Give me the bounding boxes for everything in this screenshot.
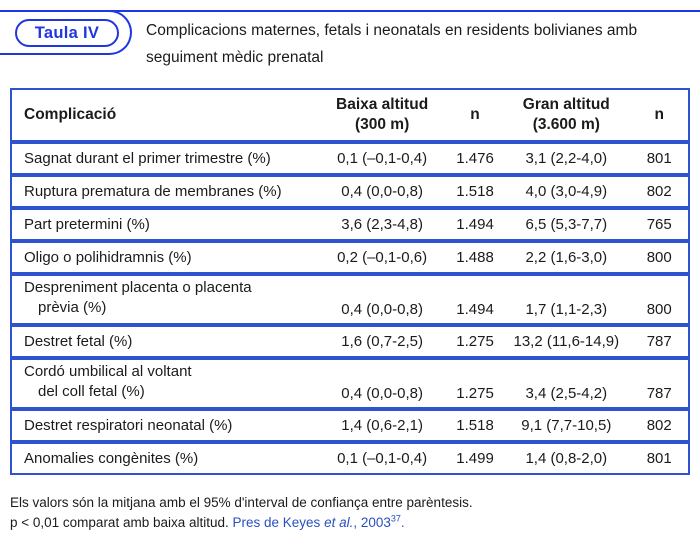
- row-gran-value: 1,4 (0,8-2,0): [525, 450, 608, 467]
- table-row: [12, 411, 688, 440]
- table-header-row: [12, 90, 688, 140]
- reference-etal: et al.: [324, 515, 354, 530]
- col-header-baixa-line2: (300 m): [354, 116, 410, 133]
- table-badge-label: Taula IV: [34, 23, 100, 42]
- page-title-line2: seguiment mèdic prenatal: [146, 49, 324, 66]
- row-baixa-value: 0,1 (–0,1-0,4): [337, 150, 428, 167]
- col-header-complicacio: Complicació: [24, 106, 117, 123]
- row-n-gran: 801: [646, 150, 672, 167]
- row-gran-value: 3,4 (2,5-4,2): [525, 385, 608, 402]
- row-gran-value: 4,0 (3,0-4,9): [525, 183, 608, 200]
- row-n-gran: 787: [646, 385, 672, 402]
- row-n-gran: 787: [646, 333, 672, 350]
- row-baixa-value: 0,4 (0,0-0,8): [341, 301, 423, 318]
- col-header-n-baixa: n: [470, 106, 480, 123]
- row-baixa-value: 1,4 (0,6-2,1): [341, 417, 423, 434]
- row-n-gran: 800: [646, 301, 672, 318]
- footnote-line2: [10, 513, 694, 533]
- table-row: [12, 276, 688, 323]
- row-label: Oligo o polihidramnis (%): [24, 248, 192, 266]
- row-n-baixa: 1.476: [456, 150, 494, 167]
- table-row: [12, 444, 688, 473]
- table-row: [12, 210, 688, 239]
- row-label: Destret fetal (%): [24, 332, 133, 350]
- row-gran-value: 2,2 (1,6-3,0): [525, 249, 608, 266]
- footnote-line1: Els valors són la mitjana amb el 95% d'interval de confiança entre parèntesis.: [10, 495, 473, 510]
- table-row: [12, 177, 688, 206]
- row-n-baixa: 1.494: [456, 301, 494, 318]
- row-gran-value: 3,1 (2,2-4,0): [525, 150, 608, 167]
- row-n-baixa: 1.275: [456, 333, 494, 350]
- row-n-baixa: 1.494: [456, 216, 494, 233]
- row-n-baixa: 1.518: [456, 183, 494, 200]
- row-gran-value: 6,5 (5,3-7,7): [525, 216, 608, 233]
- row-label: Anomalies congènites (%): [24, 449, 199, 467]
- row-n-baixa: 1.499: [456, 450, 494, 467]
- row-label: Part pretermini (%): [24, 215, 150, 233]
- row-label: Despreniment placenta o placenta prèvia (%): [24, 279, 252, 316]
- col-header-n-gran: n: [654, 106, 664, 123]
- col-header-gran-altitud: [502, 95, 630, 135]
- col-header-baixa-altitud: [316, 95, 448, 135]
- row-gran-value: 13,2 (11,6-14,9): [513, 333, 620, 350]
- row-gran-value: 9,1 (7,7-10,5): [521, 417, 612, 434]
- col-header-gran-line1: Gran altitud: [522, 96, 610, 113]
- row-n-gran: 802: [646, 417, 672, 434]
- row-label: Sagnat durant el primer trimestre (%): [24, 149, 271, 167]
- footnote-significance-text: p < 0,01 comparat amb baixa altitud.: [10, 515, 233, 530]
- row-n-gran: 800: [646, 249, 672, 266]
- row-baixa-value: 3,6 (2,3-4,8): [341, 216, 423, 233]
- row-label: Ruptura prematura de membranes (%): [24, 182, 282, 200]
- table-row: [12, 243, 688, 272]
- row-n-gran: 765: [646, 216, 672, 233]
- row-label: Destret respiratori neonatal (%): [24, 416, 233, 434]
- page-title: [146, 17, 694, 71]
- table-row: [12, 360, 688, 407]
- page-title-line1: Complicacions maternes, fetals i neonatals en residents bolivianes amb: [146, 22, 638, 39]
- row-gran-value: 1,7 (1,1-2,3): [525, 301, 608, 318]
- table-row: [12, 327, 688, 356]
- row-n-gran: 802: [646, 183, 672, 200]
- table-row: [12, 144, 688, 173]
- row-n-gran: 801: [646, 450, 672, 467]
- complications-table: [10, 88, 690, 475]
- row-baixa-value: 0,2 (–0,1-0,6): [337, 249, 428, 266]
- table-badge: [15, 19, 119, 47]
- row-baixa-value: 1,6 (0,7-2,5): [341, 333, 423, 350]
- col-header-gran-line2: (3.600 m): [532, 116, 600, 133]
- row-label: Cordó umbilical al voltant del coll fetal (%): [24, 363, 192, 400]
- row-n-baixa: 1.488: [456, 249, 494, 266]
- reference-superscript: 37: [390, 513, 401, 524]
- row-baixa-value: 0,4 (0,0-0,8): [341, 183, 423, 200]
- row-n-baixa: 1.518: [456, 417, 494, 434]
- col-header-baixa-line1: Baixa altitud: [336, 96, 429, 113]
- row-n-baixa: 1.275: [456, 385, 494, 402]
- reference-citation: Pres de Keyes et al., 2003$^{37}$.: [232, 513, 405, 530]
- row-baixa-value: 0,4 (0,0-0,8): [341, 385, 423, 402]
- footnotes: [10, 493, 694, 533]
- row-baixa-value: 0,1 (–0,1-0,4): [337, 450, 428, 467]
